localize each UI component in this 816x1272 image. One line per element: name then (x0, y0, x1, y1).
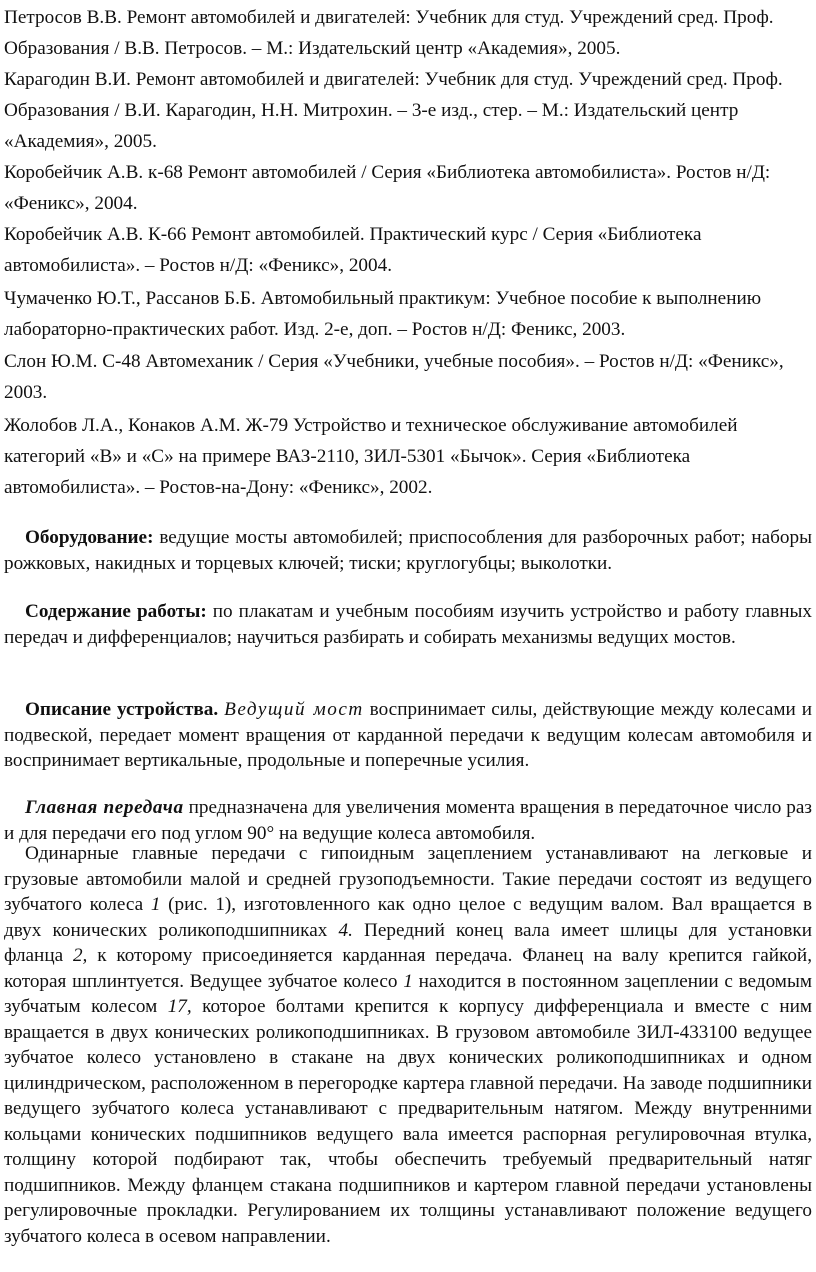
single-gear-text: Передний конец вала имеет шлицы для установки фланца (4, 919, 812, 966)
part-number: 17, (167, 996, 192, 1017)
main-gear-paragraph (4, 795, 812, 846)
reference-item: Петросов В.В. Ремонт автомобилей и двигателей: Учебник для студ. Учреждений сред. Проф. Образования / В.В. Петросов. – М.: Издательский центр «Академия», 2005. (4, 7, 774, 59)
description-label: Описание устройства. (25, 699, 219, 720)
main-gear-term: Главная передача (25, 797, 184, 818)
single-gear-text: находится в постоянном зацеплении с ведомым зубчатым колесом (4, 970, 812, 1017)
reference-item: Жолобов Л.А., Конаков А.М. Ж-79 Устройство и техническое обслуживание автомобилей категорий «В» и «С» на примере ВАЗ-2110, ЗИЛ-5301 «Бычок». Серия «Библиотека автомобилиста». – Ростов-на-Дону: «Феникс», 2002. (4, 415, 738, 498)
reference-item: Чумаченко Ю.Т., Рассанов Б.Б. Автомобильный практикум: Учебное пособие к выполнению лабораторно-практических работ. Изд. 2-е, доп. – Ростов н/Д: Феникс, 2003. (4, 288, 762, 340)
single-gear-text: (рис. 1), изготовленного как одно целое с ведущим валом. Вал вращается в двух конических роликоподшипниках (4, 894, 812, 941)
equipment-text: ведущие мосты автомобилей; приспособления для разборочных работ; наборы рожковых, накидных и торцевых ключей; тиски; круглогубцы; выколотки. (4, 527, 812, 574)
single-gear-text: к которому присоединяется карданная передача. Фланец на валу крепится гайкой, которая шплинтуется. Ведущее зубчатое колесо (4, 945, 812, 992)
reference-item: Коробейчик А.В. К-66 Ремонт автомобилей. Практический курс / Серия «Библиотека автомобилиста». – Ростов н/Д: «Феникс», 2004. (4, 224, 702, 276)
part-number: 4. (338, 919, 353, 941)
single-gear-paragraph (4, 841, 812, 1249)
description-paragraph (4, 697, 812, 774)
reference-item: Слон Ю.М. С-48 Автомеханик / Серия «Учебники, учебные пособия». – Ростов н/Д: «Феникс», 2003. (4, 351, 784, 403)
main-gear-text: предназначена для увеличения момента вращения в передаточное число раз и для передачи его под углом 90° на ведущие колеса автомобиля. (4, 797, 812, 844)
part-number: 2, (72, 945, 88, 966)
part-number: 1 (150, 894, 161, 915)
single-gear-text: которое болтами крепится к корпусу дифференциала и вместе с ним вращается в двух конических роликоподшипниках. В грузовом автомобиле ЗИЛ-433100 ведущее зубчатое колесо установлено в стакане на двух конических роликоподшипниках и одном цилиндрическом, расположенном в перегородке картера главной передачи. На заводе подшипники ведущего зубчатого колеса устанавливают с предварительным натягом. Между внутренними кольцами конических подшипников ведущего вала имеется распорная регулировочная втулка, толщину которой подбирают так, чтобы обеспечить требуемый предварительный натяг подшипников. Между фланцем стакана подшипников и картером главной передачи установлены регулировочные прокладки. Регулированием их толщины устанавливают положение ведущего зубчатого колеса в осевом направлении. (4, 996, 812, 1247)
description-term: Ведущий мост (224, 699, 364, 720)
reference-item: Коробейчик А.В. к-68 Ремонт автомобилей / Серия «Библиотека автомобилиста». Ростов н/Д: «Феникс», 2004. (4, 162, 771, 214)
content-paragraph (4, 599, 812, 650)
equipment-paragraph (4, 525, 812, 576)
single-gear-text: Одинарные главные передачи с гипоидным зацеплением устанавливают на легковые и грузовые автомобили малой и средней грузоподъемности. Такие передачи состоят из ведущего зубчатого колеса (4, 843, 812, 915)
description-text: воспринимает силы, действующие между колесами и подвеской, передает момент вращения от карданной передачи к ведущим колесам автомобиля и воспринимает вертикальные, продольные и поперечные усилия. (4, 699, 812, 771)
content-text: по плакатам и учебным пособиям изучить устройство и работу главных передач и дифференциалов; научиться разбирать и собирать механизмы ведущих мостов. (4, 601, 812, 648)
part-number: 1 (403, 970, 413, 992)
content-label: Содержание работы: (25, 601, 207, 622)
reference-item: Карагодин В.И. Ремонт автомобилей и двигателей: Учебник для студ. Учреждений сред. Проф. Образования / В.И. Карагодин, Н.Н. Митрохин. – 3-е изд., стер. – М.: Издательский центр «Академия», 2005. (4, 69, 783, 152)
equipment-label: Оборудование: (25, 527, 154, 548)
